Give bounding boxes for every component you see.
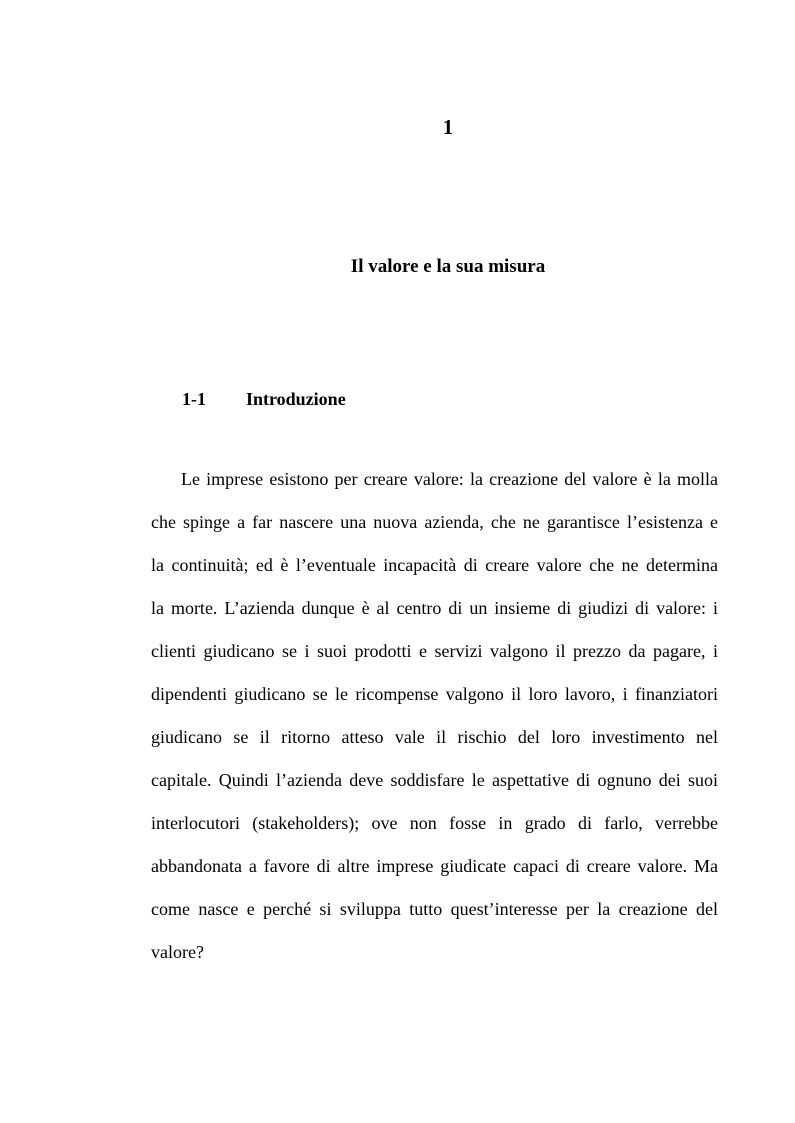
section-number: 1-1 [182, 389, 206, 409]
paragraph-line: la morte. L’azienda dunque è al centro di un insieme di giudizi di valore: i [151, 598, 718, 618]
body-paragraph [151, 458, 718, 974]
paragraph-line: capitale. Quindi l’azienda deve soddisfare le aspettative di ognuno dei suoi [151, 770, 718, 790]
section-title: Introduzione [246, 389, 346, 409]
chapter-title: Il valore e la sua misura [350, 256, 546, 277]
paragraph-line: clienti giudicano se i suoi prodotti e servizi valgono il prezzo da pagare, i [151, 641, 718, 661]
paragraph-line: Le imprese esistono per creare valore: la creazione del valore è la molla [181, 469, 718, 489]
paragraph-line: dipendenti giudicano se le ricompense valgono il loro lavoro, i finanziatori [151, 684, 718, 704]
paragraph-line: la continuità; ed è l’eventuale incapacità di creare valore che ne determina [151, 555, 718, 575]
chapter-number: 1 [442, 115, 454, 139]
paragraph-line: abbandonata a favore di altre imprese giudicate capaci di creare valore. Ma [151, 856, 718, 876]
paragraph-line: interlocutori (stakeholders); ove non fosse in grado di farlo, verrebbe [151, 813, 718, 833]
paragraph-line: giudicano se il ritorno atteso vale il rischio del loro investimento nel [151, 727, 718, 747]
paragraph-line: valore? [151, 942, 204, 962]
paragraph-line: come nasce e perché si sviluppa tutto quest’interesse per la creazione del [151, 899, 718, 919]
paragraph-line: che spinge a far nascere una nuova azienda, che ne garantisce l’esistenza e [151, 512, 718, 532]
section-heading [182, 387, 346, 411]
